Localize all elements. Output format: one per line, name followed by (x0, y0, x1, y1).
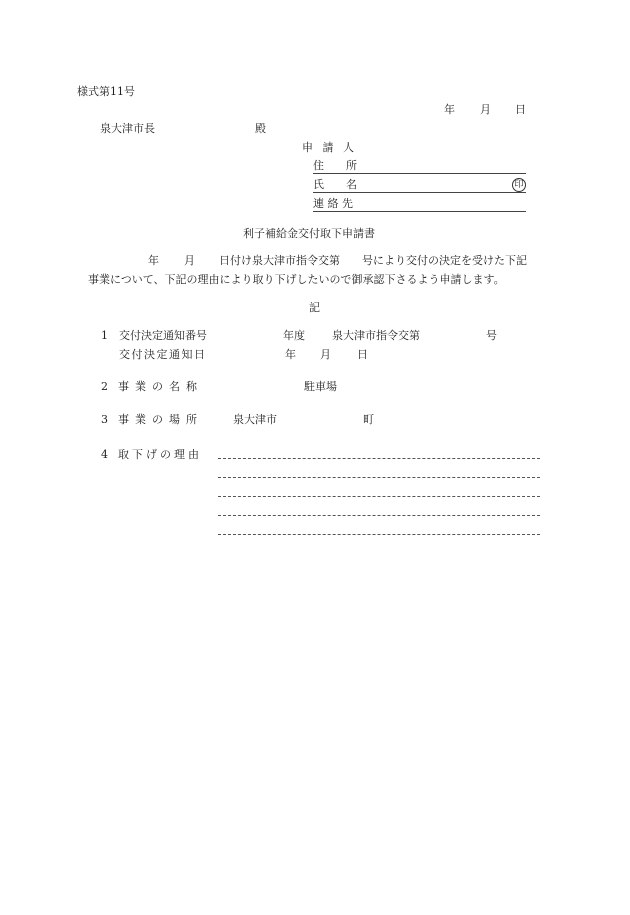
body-line2: 事業について、下記の理由により取り下げしたいので御承認下さるよう申請します。 (88, 273, 505, 286)
reason-line-2[interactable] (218, 477, 540, 478)
item1-fiscal-year: 年度 (283, 329, 305, 342)
item1-label: 交付決定通知番号 (119, 329, 207, 342)
item4-number: 4 (101, 448, 108, 461)
item1-month: 月 (320, 348, 331, 361)
body-month: 月 (184, 254, 195, 267)
item2-number: 2 (101, 380, 108, 393)
applicant-heading: 申 請 人 (302, 141, 357, 154)
address-label: 住 所 (313, 159, 357, 172)
item3-city: 泉大津市 (233, 413, 277, 426)
item1-number: 1 (101, 329, 108, 342)
item3-number: 3 (101, 413, 108, 426)
name-field-line[interactable] (313, 192, 526, 193)
item3-town: 町 (363, 413, 374, 426)
date-month: 月 (480, 103, 491, 116)
item1-date-label: 交付決定通知日 (119, 348, 207, 361)
contact-label: 連 絡 先 (313, 197, 353, 210)
reason-line-5[interactable] (218, 534, 540, 535)
item1-year: 年 (285, 348, 296, 361)
addressee-name: 泉大津市長 (100, 122, 155, 135)
body-year: 年 (148, 254, 159, 267)
addressee-honorific: 殿 (255, 122, 266, 135)
address-field-line[interactable] (313, 173, 526, 174)
name-label: 氏 名 (313, 178, 357, 191)
body-line1: 日付け泉大津市指令交第 号により交付の決定を受けた下記 (219, 254, 527, 267)
item2-value: 駐車場 (304, 380, 337, 393)
item1-order-prefix: 泉大津市指令交第 (332, 329, 420, 342)
item3-label: 事業の場所 (118, 413, 203, 426)
ki-heading: 記 (309, 301, 320, 314)
item2-label: 事業の名称 (118, 380, 203, 393)
reason-line-3[interactable] (218, 496, 540, 497)
date-day: 日 (515, 103, 526, 116)
item4-label: 取下げの理由 (118, 448, 202, 461)
date-year: 年 (444, 103, 455, 116)
item1-day: 日 (357, 348, 368, 361)
contact-field-line[interactable] (313, 211, 526, 212)
reason-line-1[interactable] (218, 458, 540, 459)
seal-mark: 印 (512, 178, 526, 192)
reason-line-4[interactable] (218, 515, 540, 516)
form-number: 様式第11号 (77, 85, 135, 98)
item1-order-suffix: 号 (486, 329, 497, 342)
document-title: 利子補給金交付取下申請書 (243, 227, 375, 240)
